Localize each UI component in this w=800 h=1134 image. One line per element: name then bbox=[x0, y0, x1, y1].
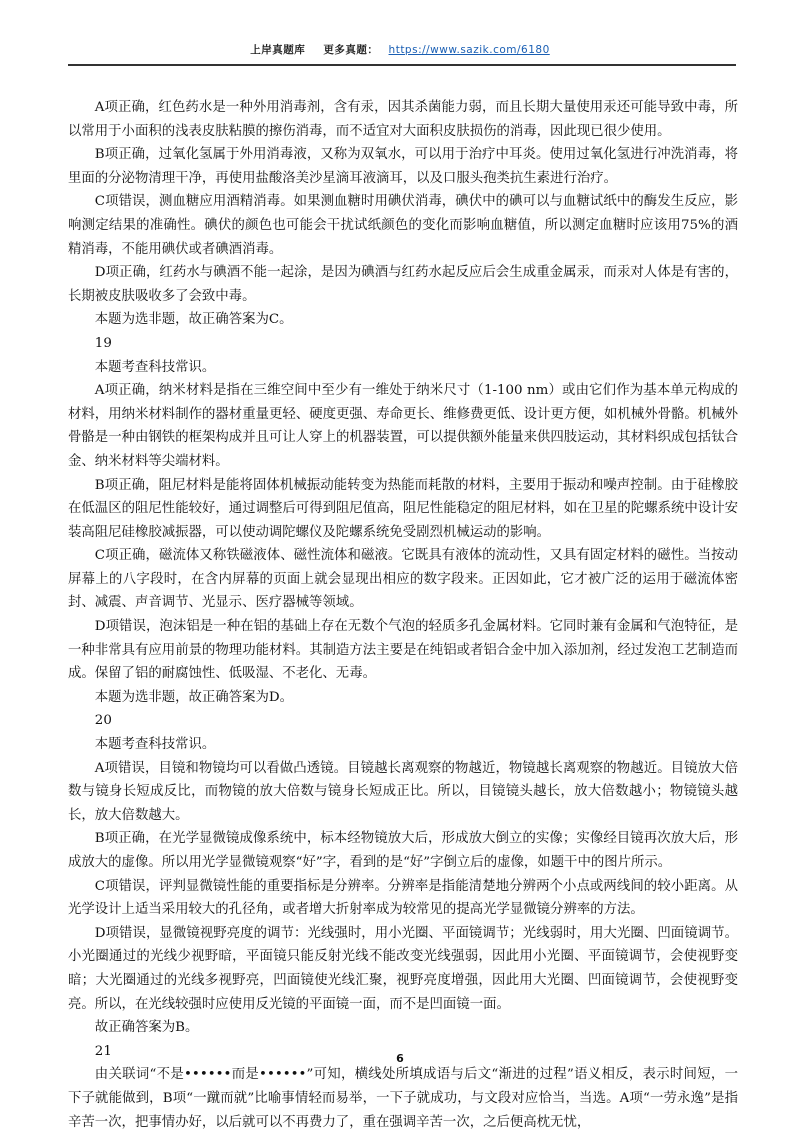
paragraph: C项错误，测血糖应用酒精消毒。如果测血糖时用碘伏消毒，碘伏中的碘可以与血糖试纸中的酶发生反应，影响测定结果的准确性。碘伏的颜色也可能会干扰试纸颜色的变化而影响血糖值，所以测定血糖时应该用75%的酒精消毒，不能用碘伏或者碘酒消毒。 bbox=[68, 194, 738, 257]
paragraph: 本题为选非题，故正确答案为D。 bbox=[94, 689, 294, 705]
paragraph: B项正确，阻尼材料是能将固体机械振动能转变为热能而耗散的材料，主要用于振动和噪声控制。由于硅橡胶在低温区的阻尼性能较好，通过调整后可得到阻尼值高，阻尼性能稳定的阻尼材料，如在卫星的陀螺系统中设计安装高阻尼硅橡胶减振器，可以使动调陀螺仪及陀螺系统免受剧烈机械运动的影响。 bbox=[68, 477, 738, 540]
paragraph: A项正确，纳米材料是指在三维空间中至少有一维处于纳米尺寸（1-100 nm）或由它们作为基本单元构成的材料，用纳米材料制作的器材重量更轻、硬度更强、寿命更长、维修费更低、设计更方便，如机械外骨骼。机械外骨骼是一种由钢铁的框架构成并且可让人穿上的机器装置，可以提供额外能量来供四肢运动，其材料织成包括钛合金、纳米材料等尖端材料。 bbox=[68, 383, 738, 469]
header-divider bbox=[68, 64, 736, 66]
header-brand: 上岸真题库 bbox=[250, 44, 306, 56]
question-number: 20 bbox=[94, 713, 112, 729]
paragraph: 本题为选非题，故正确答案为C。 bbox=[94, 312, 293, 328]
paragraph: 本题考查科技常识。 bbox=[94, 359, 216, 375]
paragraph: D项错误，显微镜视野亮度的调节：光线强时，用小光圈、平面镜调节；光线弱时，用大光圈、凹面镜调节。小光圈通过的光线少视野暗，平面镜只能反射光线不能改变光线强弱，因此用小光圈、平面镜调节，会使视野变暗；大光圈通过的光线多视野亮，凹面镜使光线汇聚，视野亮度增强，因此用大光圈、凹面镜调节，会使视野变亮。所以，在光线较强时应使用反光镜的平面镜一面，而不是凹面镜一面。 bbox=[68, 925, 738, 1012]
question-number: 19 bbox=[94, 335, 112, 351]
page-header bbox=[0, 42, 800, 57]
paragraph: 本题考查科技常识。 bbox=[94, 737, 216, 753]
paragraph: D项正确，红药水与碘酒不能一起涂，是因为碘酒与红药水起反应后会生成重金属汞，而汞对人体是有害的，长期被皮肤吸收多了会致中毒。 bbox=[68, 265, 738, 304]
paragraph: A项错误，目镜和物镜均可以看做凸透镜。目镜越长离观察的物越近，物镜越长离观察的物越近。目镜放大倍数与镜身长短成反比，而物镜的放大倍数与镜身长短成正比。所以，目镜镜头越长，放大倍数越小；物镜镜头越长，放大倍数越大。 bbox=[68, 760, 738, 823]
header-link[interactable]: https://www.sazik.com/6180 bbox=[388, 44, 550, 56]
paragraph: C项正确，磁流体又称铁磁液体、磁性流体和磁液。它既具有液体的流动性，又具有固定材料的磁性。当按动屏幕上的八字段时，在含内屏幕的页面上就会显现出相应的数字段来。正因如此，它才被广泛的运用于磁流体密封、减震、声音调节、光显示、医疗器械等领域。 bbox=[68, 548, 738, 611]
page-number: 6 bbox=[396, 1052, 404, 1065]
paragraph: B项正确，在光学显微镜成像系统中，标本经物镜放大后，形成放大倒立的实像；实像经目镜再次放大后，形成放大的虚像。所以用光学显微镜观察“好”字，看到的是“好”字倒立后的虚像，如题干中的图片所示。 bbox=[68, 831, 738, 870]
paragraph: D项错误，泡沫铝是一种在铝的基础上存在无数个气泡的轻质多孔金属材料。它同时兼有金属和气泡特征，是一种非常具有应用前景的物理功能材料。其制造方法主要是在纯铝或者铝合金中加入添加剂，经过发泡工艺制造而成。保留了铝的耐腐蚀性、低吸湿、不老化、无毒。 bbox=[68, 619, 738, 682]
header-label: 更多真题： bbox=[323, 44, 379, 56]
paragraph: 由关联词“不是••••••而是••••••”可知，横线处所填成语与后文“渐进的过程”语义相反，表示时间短，一下子就能做到，B项“一蹴而就”比喻事情轻而易举，一下子就成功，与文段对应恰当，当选。A项“一劳永逸”是指辛苦一次，把事情办好，以后就可以不再费力了，重在强调辛苦一次，之后便高枕无忧， bbox=[68, 1067, 738, 1130]
question-number: 21 bbox=[94, 1043, 112, 1059]
paragraph: A项正确，红色药水是一种外用消毒剂，含有汞，因其杀菌能力弱，而且长期大量使用汞还可能导致中毒，所以常用于小面积的浅表皮肤粘膜的擦伤消毒，而不适宜对大面积皮肤损伤的消毒，因此现已很少使用。 bbox=[68, 100, 738, 139]
paragraph: 故正确答案为B。 bbox=[94, 1020, 199, 1036]
document-body bbox=[68, 96, 738, 1134]
paragraph: C项错误，评判显微镜性能的重要指标是分辨率。分辨率是指能清楚地分辨两个小点或两线间的较小距离。从光学设计上适当采用较大的孔径角，或者增大折射率成为较常见的提高光学显微镜分辨率的方法。 bbox=[68, 878, 738, 918]
paragraph: B项正确，过氧化氢属于外用消毒液，又称为双氧水，可以用于治疗中耳炎。使用过氧化氢进行冲洗消毒，将里面的分泌物清理干净，再使用盐酸洛美沙星滴耳液滴耳，以及口服头孢类抗生素进行治疗。 bbox=[68, 147, 738, 186]
